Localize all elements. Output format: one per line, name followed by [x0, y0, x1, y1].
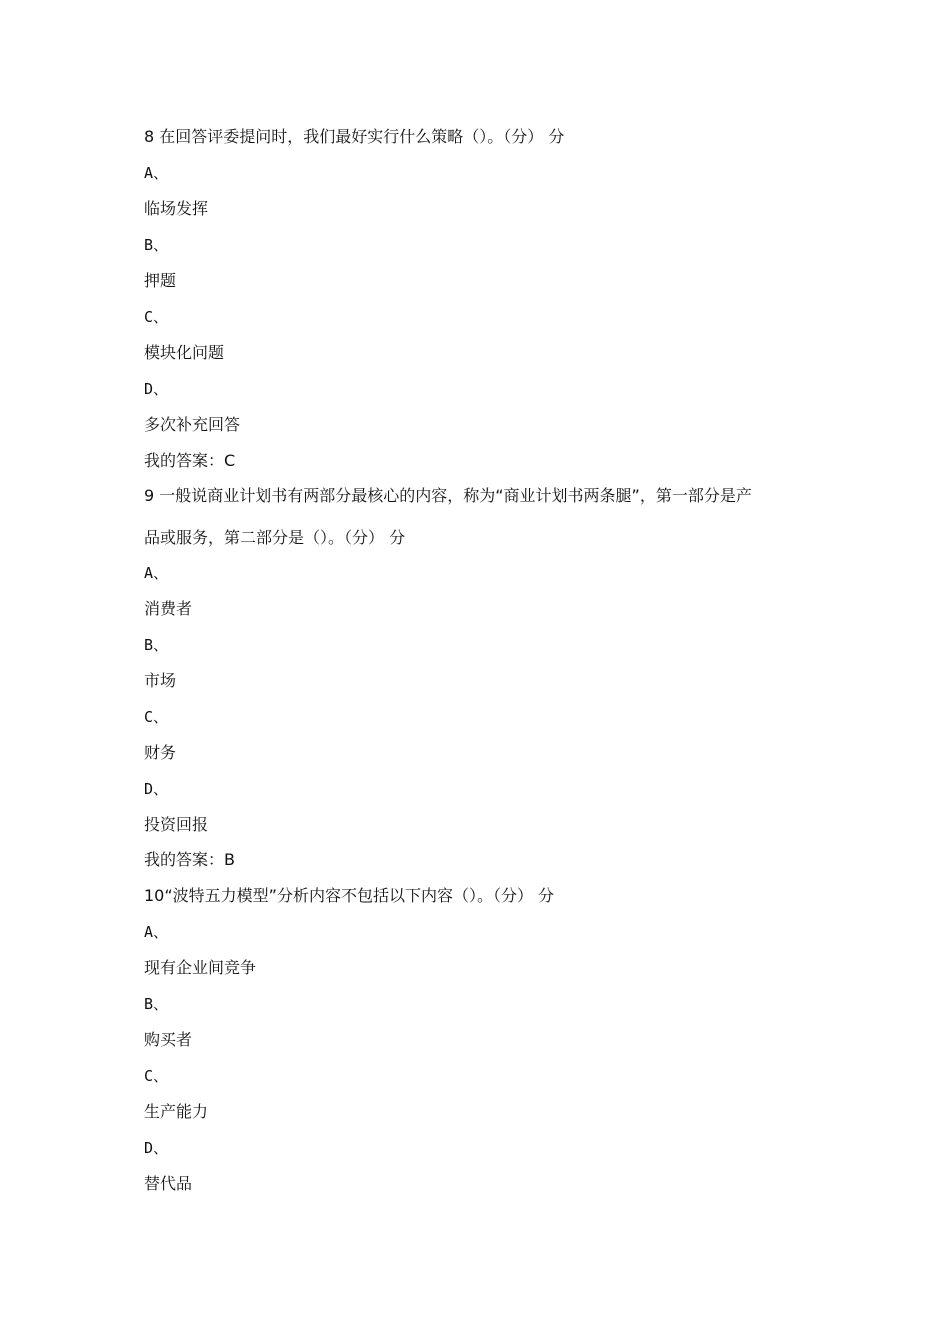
question-9-stem-line-2: 品或服务，第二部分是（）。（分） 分	[144, 528, 406, 547]
question-10-option-b-text: 购买者	[144, 1030, 193, 1049]
question-8-stem: 8 在回答评委提问时，我们最好实行什么策略（）。（分） 分	[144, 127, 565, 146]
question-9-option-d-letter: D、	[144, 780, 169, 798]
question-10-option-c-text: 生产能力	[144, 1102, 209, 1121]
question-8-option-c-text: 模块化问题	[144, 343, 225, 362]
question-9-option-a-text: 消费者	[144, 599, 193, 618]
question-8-option-c-letter: C、	[144, 308, 169, 326]
question-8-option-a-text: 临场发挥	[144, 199, 209, 218]
question-9-option-b-text: 市场	[144, 671, 177, 690]
question-10-option-a-letter: A、	[144, 923, 169, 941]
question-9-stem-line-1: 9 一般说商业计划书有两部分最核心的内容，称为“商业计划书两条腿”，第一部分是产	[144, 486, 752, 505]
question-9-option-b-letter: B、	[144, 636, 169, 654]
question-9-option-d-text: 投资回报	[144, 815, 209, 834]
question-9-option-c-letter: C、	[144, 708, 169, 726]
question-10-option-a-text: 现有企业间竞争	[144, 958, 257, 977]
question-10-stem: 10“波特五力模型”分析内容不包括以下内容（）。（分） 分	[144, 886, 555, 905]
question-8-option-d-letter: D、	[144, 380, 169, 398]
question-9-option-a-letter: A、	[144, 564, 169, 582]
question-8-option-b-text: 押题	[144, 271, 177, 290]
question-9-option-c-text: 财务	[144, 743, 177, 762]
question-9-answer: 我的答案：B	[144, 850, 235, 869]
question-8-option-d-text: 多次补充回答	[144, 415, 241, 434]
question-10-option-d-text: 替代品	[144, 1174, 193, 1193]
question-10-option-b-letter: B、	[144, 995, 169, 1013]
question-8-option-a-letter: A、	[144, 164, 169, 182]
question-10-option-d-letter: D、	[144, 1139, 169, 1157]
question-10-option-c-letter: C、	[144, 1067, 169, 1085]
question-8-answer: 我的答案：C	[144, 451, 236, 470]
question-8-option-b-letter: B、	[144, 236, 169, 254]
